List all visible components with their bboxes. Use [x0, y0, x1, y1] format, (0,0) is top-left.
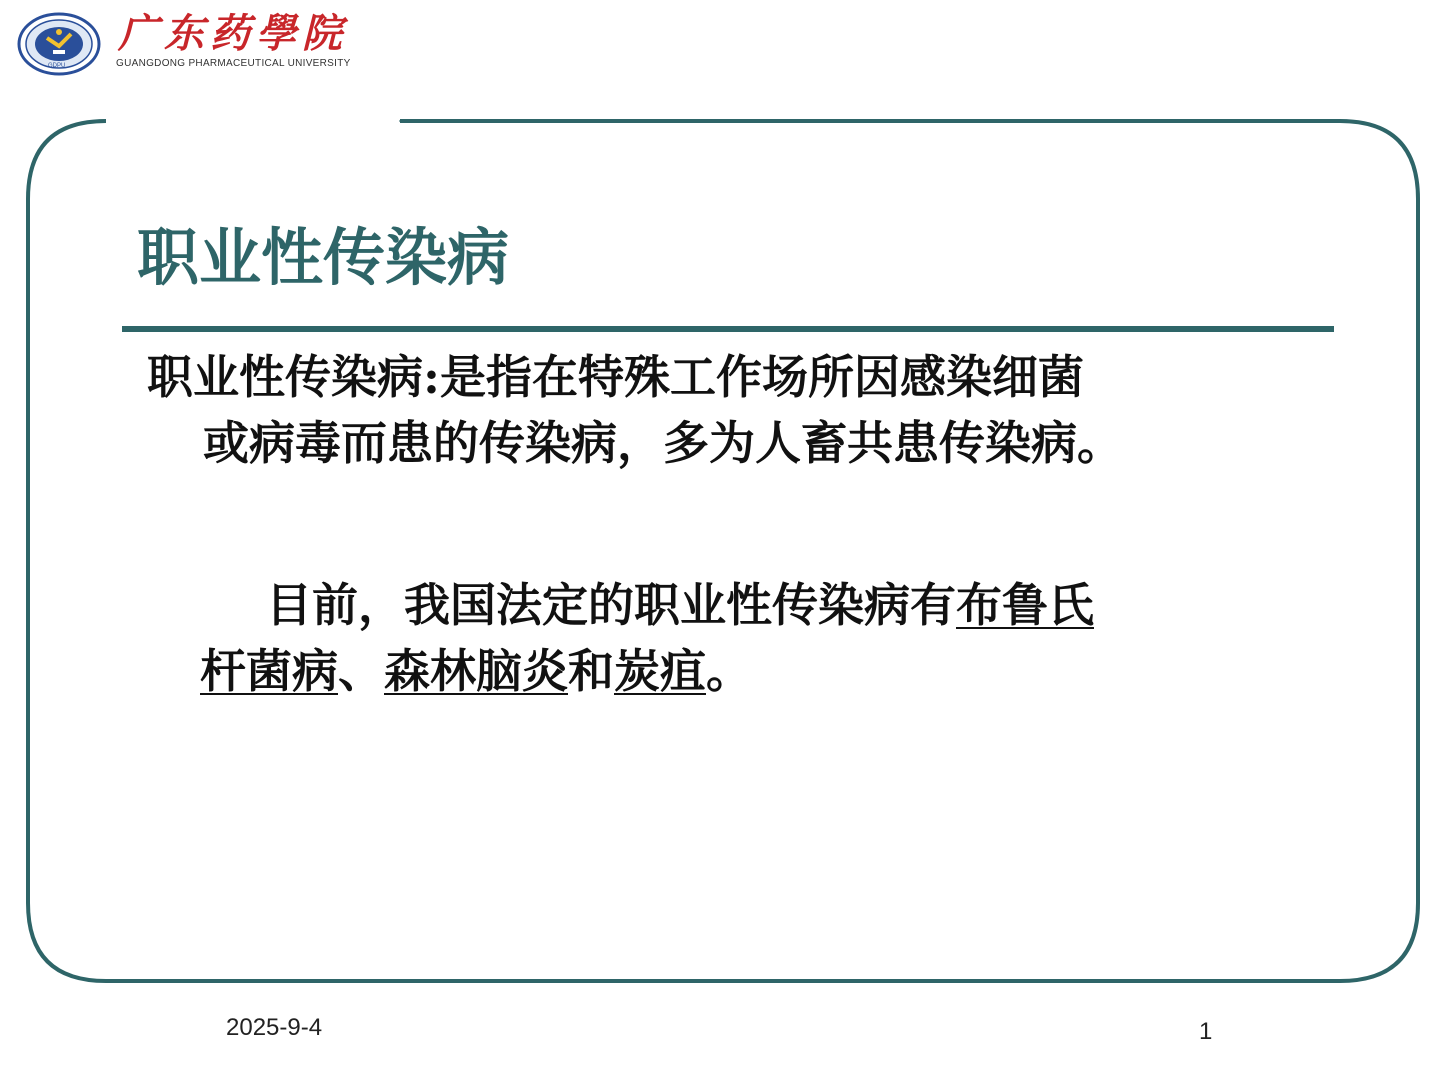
disease-anthrax: 炭疽: [614, 644, 706, 698]
university-name-cn: 广东药學院: [118, 10, 348, 57]
legal-diseases-line-2: [200, 638, 1300, 704]
disease-forest-encephalitis: 森林脑炎: [384, 644, 568, 698]
disease-brucellosis-part1: 布鲁氏: [956, 578, 1094, 632]
period-text: 。: [706, 644, 752, 698]
university-name-en: GUANGDONG PHARMACEUTICAL UNIVERSITY: [116, 58, 351, 69]
separator-text: 、: [338, 644, 384, 698]
emblem-label: GDPU: [48, 63, 66, 69]
disease-brucellosis-part2: 杆菌病: [200, 644, 338, 698]
conjunction-text: 和: [568, 644, 614, 698]
definition-line-1: 职业性传染病:是指在特殊工作场所因感染细菌: [147, 350, 1084, 404]
title-divider: [122, 326, 1334, 332]
slide-title: 职业性传染病: [137, 221, 510, 294]
legal-diseases-paragraph: [200, 572, 1300, 704]
definition-line-2: 或病毒而患的传染病，多为人畜共患传染病。: [203, 416, 1123, 470]
slide-date: 2025-9-4: [226, 1014, 323, 1041]
definition-paragraph: [147, 344, 1307, 476]
legal-diseases-prefix: 目前，我国法定的职业性传染病有: [266, 578, 956, 632]
legal-diseases-line-1: [200, 572, 1300, 638]
page-number: 1: [1199, 1018, 1213, 1045]
